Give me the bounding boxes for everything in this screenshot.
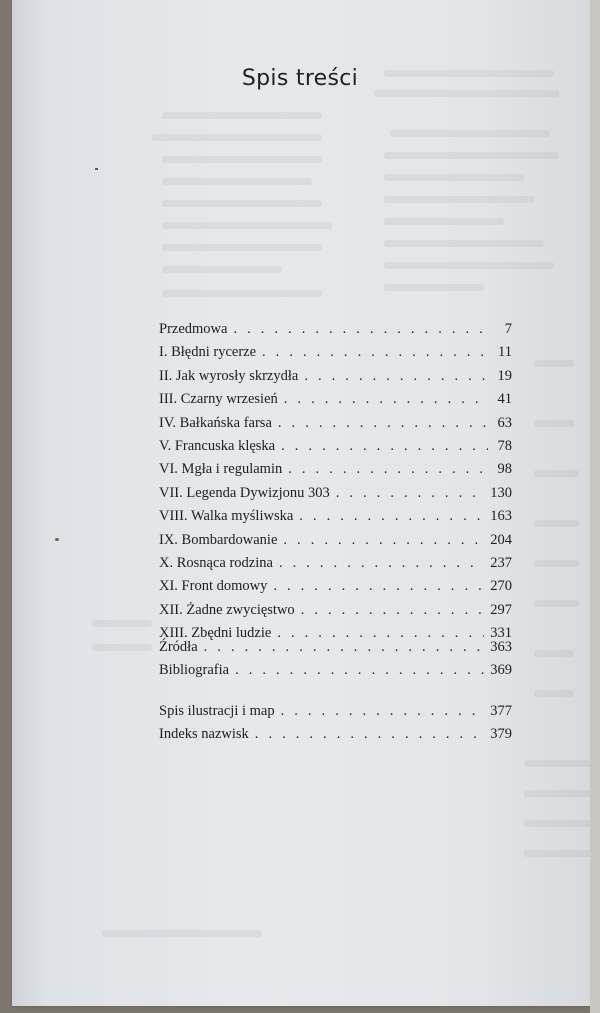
toc-entry [159, 458, 512, 481]
toc-leader-dots [233, 318, 488, 341]
toc-entry-label: V. Francuska klęska [159, 437, 276, 454]
toc-entry-page: 41 [497, 391, 512, 408]
toc-leader-dots [281, 700, 485, 723]
toc-sources [159, 636, 512, 683]
toc-entry-label: Źródła [159, 639, 198, 655]
toc-entry [159, 435, 512, 458]
toc-entry [159, 552, 512, 575]
toc-appendix [159, 700, 512, 747]
toc-entry [159, 341, 512, 364]
toc-leader-dots [279, 552, 484, 575]
toc-entry [159, 575, 512, 598]
toc-entry-page: 297 [490, 601, 512, 618]
toc-entry-label: VII. Legenda Dywizjonu 303 [159, 484, 330, 501]
toc-entry-label: III. Czarny wrzesień [159, 391, 278, 408]
page-title: Spis treści [241, 66, 359, 91]
toc-leader-dots [284, 388, 488, 411]
toc-leader-dots [283, 529, 484, 552]
toc-entry-page: 237 [490, 554, 512, 571]
toc-entry-page: 7 [504, 321, 512, 337]
toc-leader-dots [299, 505, 484, 528]
stain-mark [55, 538, 59, 541]
toc-leader-dots [255, 723, 484, 746]
toc-leader-dots [288, 458, 488, 481]
toc-entry [159, 365, 512, 388]
toc-leader-dots [273, 575, 484, 598]
toc-entry [159, 388, 512, 411]
toc-entry-label: Przedmowa [159, 321, 228, 337]
toc-entry-page: 270 [490, 578, 512, 595]
toc-entry-label: I. Błędni rycerze [159, 344, 257, 361]
toc-entry [159, 412, 512, 435]
toc-entry-page: 19 [497, 367, 512, 384]
toc-entry-label: Indeks nazwisk [159, 726, 249, 743]
toc-entry [159, 636, 512, 659]
toc-entry-page: 63 [497, 414, 512, 431]
toc-entry-page: 369 [490, 662, 512, 679]
toc-leader-dots [281, 435, 488, 458]
toc-entry-label: VIII. Walka myśliwska [159, 508, 294, 525]
toc-entry [159, 723, 512, 746]
toc-chapters [159, 318, 512, 645]
toc-entry-label: XIII. Zbędni ludzie [159, 625, 272, 642]
page-edge [590, 0, 600, 1013]
toc-leader-dots [304, 365, 488, 388]
toc-entry-label: Spis ilustracji i map [159, 703, 275, 719]
toc-entry-page: 363 [490, 639, 512, 655]
toc-entry [159, 482, 512, 505]
toc-entry-page: 163 [490, 508, 512, 525]
toc-entry-label: X. Rosnąca rodzina [159, 554, 273, 571]
toc-entry [159, 700, 512, 723]
toc-entry [159, 505, 512, 528]
toc-entry-label: VI. Mgła i regulamin [159, 461, 283, 478]
toc-leader-dots [336, 482, 485, 505]
toc-entry-page: 98 [497, 461, 512, 478]
toc-entry-label: Bibliografia [159, 662, 230, 679]
toc-entry [159, 599, 512, 622]
toc-entry-label: IX. Bombardowanie [159, 531, 278, 548]
toc-entry-page: 130 [490, 484, 512, 501]
toc-entry-page: 78 [497, 437, 512, 454]
toc-entry [159, 318, 512, 341]
toc-entry [159, 659, 512, 682]
toc-leader-dots [235, 659, 484, 682]
toc-entry-label: IV. Bałkańska farsa [159, 414, 272, 431]
toc-leader-dots [262, 341, 488, 364]
toc-entry-page: 379 [490, 726, 512, 743]
toc-entry-label: II. Jak wyrosły skrzydła [159, 367, 299, 384]
toc-entry-label: XI. Front domowy [159, 578, 268, 595]
toc-entry-page: 377 [490, 703, 512, 719]
toc-leader-dots [204, 636, 485, 659]
toc-entry [159, 529, 512, 552]
toc-entry-page: 204 [490, 531, 512, 548]
toc-entry-page: 331 [490, 625, 512, 642]
ink-mark [95, 168, 98, 170]
toc-leader-dots [301, 599, 485, 622]
toc-entry-page: 11 [498, 344, 512, 361]
toc-leader-dots [278, 412, 488, 435]
toc-entry-label: XII. Żadne zwycięstwo [159, 601, 295, 618]
